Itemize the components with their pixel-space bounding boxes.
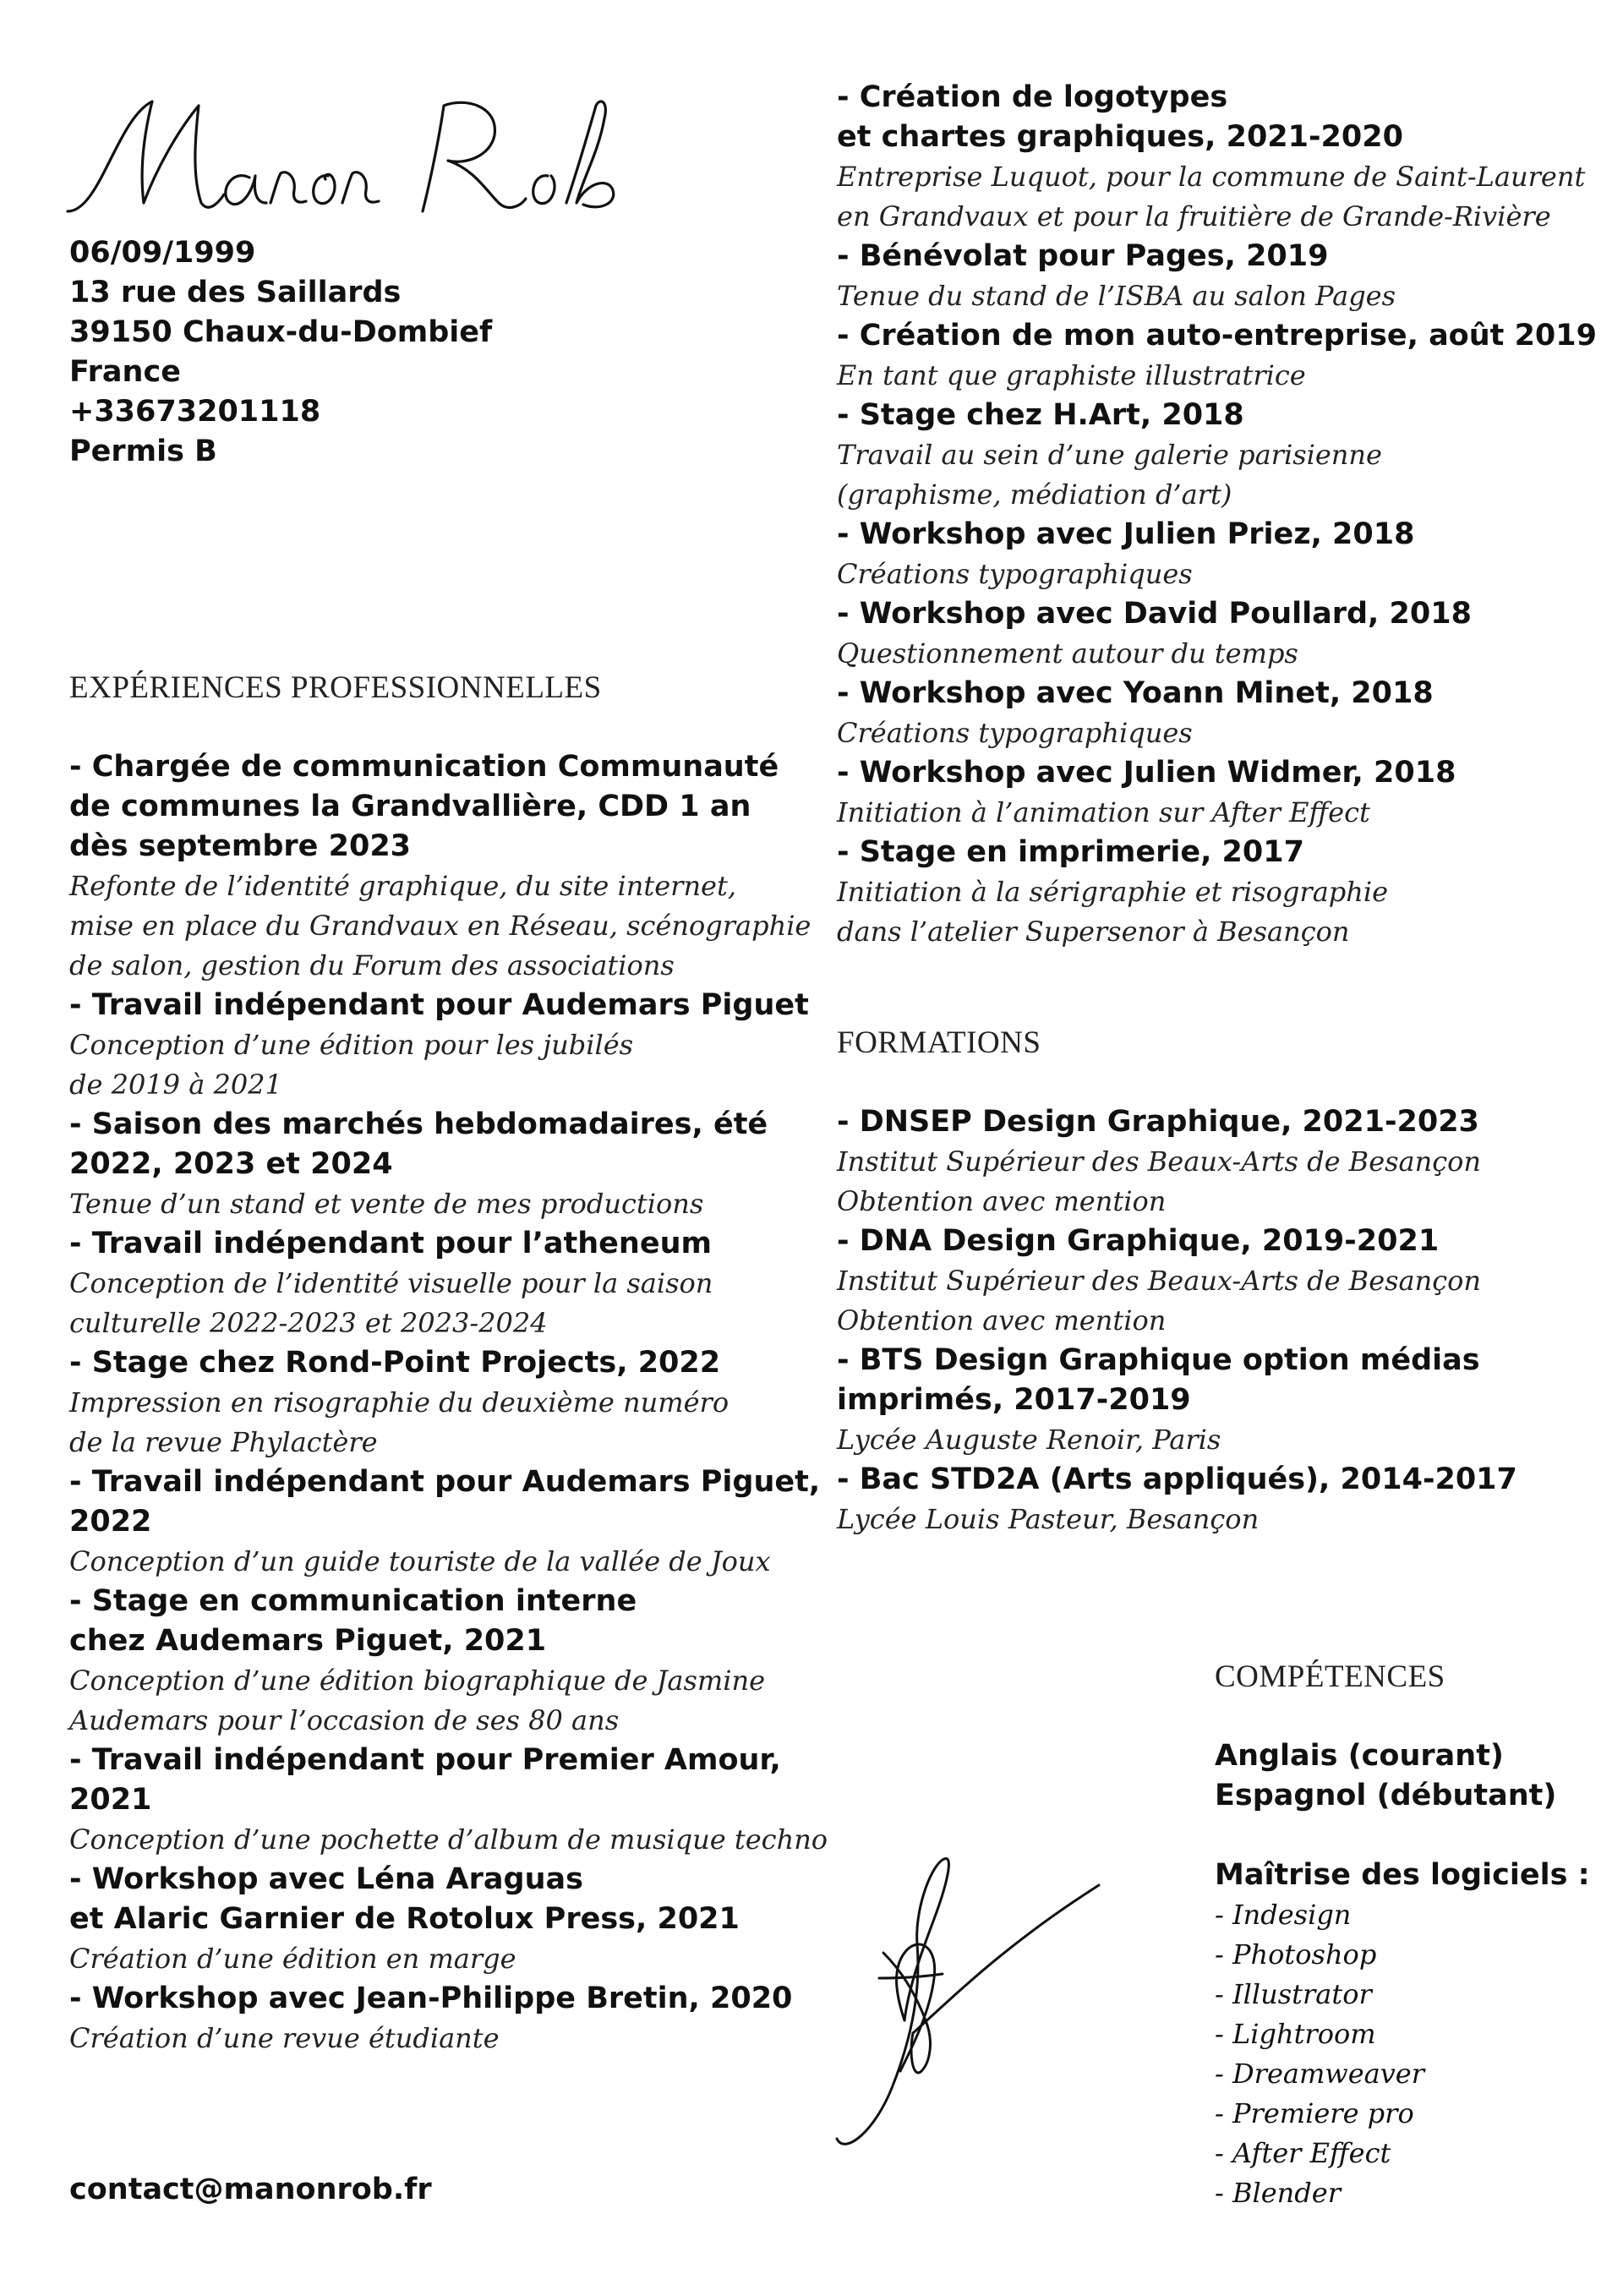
entry (837, 1460, 1598, 1539)
software-item: - After Effect (1215, 2137, 1391, 2169)
entry (837, 833, 1598, 952)
entry (837, 396, 1598, 515)
entry-title: et chartes graphiques, 2021-2020 (837, 120, 1403, 154)
entry (69, 747, 830, 986)
entry-title: - Création de mon auto-entreprise, août 2019 (837, 319, 1597, 353)
entry-description: Obtention avec mention (837, 1304, 1167, 1337)
identity-line: 13 rue des Saillards (69, 276, 402, 309)
entry-description: Créations typographiques (837, 717, 1193, 749)
experiences-continued-section (837, 78, 1598, 952)
entry (69, 1224, 830, 1343)
language-item: Espagnol (débutant) (1215, 1779, 1557, 1812)
entry (837, 594, 1598, 674)
entry-title: et Alaric Garnier de Rotolux Press, 2021 (69, 1902, 740, 1936)
entry-description: en Grandvaux et pour la fruitière de Grande-Rivière (837, 200, 1551, 232)
entry (69, 986, 830, 1105)
entry-description: culturelle 2022-2023 et 2023-2024 (69, 1307, 548, 1339)
experiences-continued-list (837, 78, 1598, 952)
entry-description: Lycée Louis Pasteur, Besançon (837, 1503, 1260, 1535)
entry (837, 515, 1598, 594)
entry-description: Conception de l’identité visuelle pour la saison (69, 1267, 713, 1299)
entry-description: En tant que graphiste illustratrice (837, 359, 1306, 391)
entry (837, 1102, 1598, 1222)
entry-description: Conception d’une édition pour les jubilés (69, 1029, 634, 1061)
experiences-list (69, 747, 830, 2058)
entry-title: - Workshop avec Jean-Philippe Bretin, 2020 (69, 1982, 793, 2015)
entry-title: chez Audemars Piguet, 2021 (69, 1624, 547, 1658)
software-list (1215, 1895, 1604, 2213)
software-item: - Indesign (1215, 1899, 1352, 1931)
entry-title: - Bénévolat pour Pages, 2019 (837, 239, 1329, 273)
languages-list (1215, 1736, 1604, 1816)
entry-title: imprimés, 2017-2019 (837, 1383, 1191, 1417)
entry-description: Conception d’une édition biographique de Jasmine (69, 1665, 766, 1697)
formations-heading: FORMATIONS (837, 1025, 1041, 1060)
entry (837, 237, 1598, 316)
entry-description: Conception d’une pochette d’album de musique techno (69, 1823, 828, 1856)
entry-description: mise en place du Grandvaux en Réseau, scénographie (69, 910, 812, 942)
entry-title: - Stage en communication interne (69, 1584, 637, 1618)
entry-title: dès septembre 2023 (69, 829, 412, 863)
entry-description: Audemars pour l’occasion de ses 80 ans (69, 1704, 620, 1736)
entry (837, 753, 1598, 833)
entry-description: Création d’une revue étudiante (69, 2022, 500, 2054)
entry-title: - Saison des marchés hebdomadaires, été (69, 1107, 768, 1141)
entry-description: Initiation à la sérigraphie et risographie (837, 876, 1389, 908)
language-item: Anglais (courant) (1215, 1739, 1504, 1773)
entry (69, 1582, 830, 1741)
entry-title: - Travail indépendant pour l’atheneum (69, 1227, 712, 1260)
entry-title: - DNA Design Graphique, 2019-2021 (837, 1224, 1440, 1258)
entry (69, 1860, 830, 1979)
entry-description: Impression en risographie du deuxième numéro (69, 1386, 730, 1419)
entry-title: - Stage chez H.Art, 2018 (837, 398, 1244, 432)
entry-description: Refonte de l’identité graphique, du site internet, (69, 870, 737, 902)
identity-line: 39150 Chaux-du-Dombief (69, 315, 493, 349)
entry-description: Conception d’un guide touriste de la vallée de Joux (69, 1545, 771, 1577)
entry-description: dans l’atelier Supersenor à Besançon (837, 916, 1350, 948)
identity-line: 06/09/1999 (69, 236, 256, 270)
entry-title: - BTS Design Graphique option médias (837, 1343, 1480, 1377)
entry-title: - Création de logotypes (837, 80, 1228, 114)
entry (69, 1741, 830, 1860)
entry-description: Initiation à l’animation sur After Effect (837, 796, 1370, 828)
formations-list (837, 1102, 1598, 1539)
entry-title: 2021 (69, 1783, 152, 1817)
formations-section (837, 1023, 1598, 1539)
identity-block (69, 233, 492, 472)
entry-description: Travail au sein d’une galerie parisienne (837, 439, 1382, 471)
entry-title: - Chargée de communication Communauté (69, 750, 779, 784)
entry-description: Entreprise Luquot, pour la commune de Saint-Laurent (837, 161, 1586, 193)
entry (69, 1462, 830, 1582)
entry (837, 1222, 1598, 1341)
entry-description: Tenue d’un stand et vente de mes productions (69, 1188, 704, 1220)
experiences-heading: EXPÉRIENCES PROFESSIONNELLES (69, 670, 602, 705)
entry-description: (graphisme, médiation d’art) (837, 478, 1232, 511)
software-item: - Premiere pro (1215, 2097, 1414, 2129)
name-signature-logo (59, 85, 634, 228)
competences-heading: COMPÉTENCES (1215, 1659, 1445, 1694)
signature (828, 1851, 1116, 2156)
contact-email[interactable]: contact@manonrob.fr (69, 2173, 432, 2206)
entry-title: - Workshop avec Léna Araguas (69, 1862, 583, 1896)
entry-description: Créations typographiques (837, 558, 1193, 590)
entry-title: - Travail indépendant pour Audemars Piguet, (69, 1465, 821, 1499)
entry-description: Création d’une édition en marge (69, 1943, 516, 1975)
identity-line: +33673201118 (69, 395, 321, 429)
entry-title: - Workshop avec Julien Widmer, 2018 (837, 756, 1456, 790)
entry-description: de la revue Phylactère (69, 1426, 378, 1458)
entry-title: de communes la Grandvallière, CDD 1 an (69, 790, 751, 823)
identity-line: France (69, 355, 181, 389)
entry (837, 78, 1598, 237)
entry-title: - Workshop avec Yoann Minet, 2018 (837, 676, 1434, 710)
entry-description: Tenue du stand de l’ISBA au salon Pages (837, 280, 1396, 312)
entry-description: Institut Supérieur des Beaux-Arts de Besançon (837, 1265, 1482, 1297)
software-item: - Blender (1215, 2177, 1341, 2209)
identity-line: Permis B (69, 435, 217, 468)
entry-title: - Stage chez Rond-Point Projects, 2022 (69, 1346, 721, 1380)
entry-description: Questionnement autour du temps (837, 637, 1298, 670)
entry (837, 674, 1598, 753)
entry (69, 1979, 830, 2058)
software-item: - Photoshop (1215, 1938, 1377, 1971)
software-item: - Illustrator (1215, 1978, 1372, 2010)
competences-section (1215, 1657, 1604, 2213)
entry-description: de 2019 à 2021 (69, 1069, 282, 1101)
software-item: - Dreamweaver (1215, 2058, 1425, 2090)
entry-title: - Workshop avec Julien Priez, 2018 (837, 517, 1415, 551)
entry (69, 1105, 830, 1224)
entry-description: Obtention avec mention (837, 1185, 1167, 1217)
entry-title: - Workshop avec David Poullard, 2018 (837, 597, 1472, 631)
entry-title: - DNSEP Design Graphique, 2021-2023 (837, 1105, 1479, 1139)
entry-title: 2022 (69, 1505, 152, 1539)
entry (69, 1343, 830, 1462)
entry-description: Lycée Auguste Renoir, Paris (837, 1424, 1221, 1456)
entry-title: - Travail indépendant pour Premier Amour, (69, 1743, 781, 1777)
entry-description: de salon, gestion du Forum des associations (69, 949, 675, 981)
entry (837, 316, 1598, 396)
entry-title: - Stage en imprimerie, 2017 (837, 835, 1304, 869)
entry-title: 2022, 2023 et 2024 (69, 1147, 393, 1181)
experiences-section (69, 668, 830, 2058)
software-item: - Lightroom (1215, 2018, 1376, 2050)
software-heading: Maîtrise des logiciels : (1215, 1858, 1590, 1892)
entry-description: Institut Supérieur des Beaux-Arts de Besançon (837, 1145, 1482, 1178)
entry-title: - Bac STD2A (Arts appliqués), 2014-2017 (837, 1462, 1517, 1496)
entry-title: - Travail indépendant pour Audemars Piguet (69, 988, 809, 1022)
entry (837, 1341, 1598, 1460)
